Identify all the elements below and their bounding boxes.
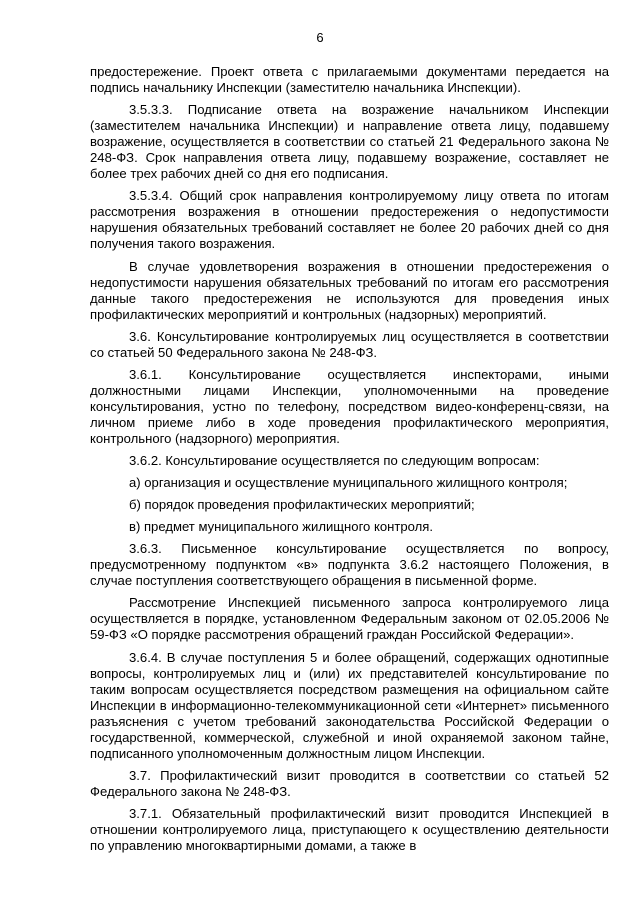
paragraph-written-request: Рассмотрение Инспекцией письменного запроса контролируемого лица осуществляется в порядке, установленном Федеральным законом от 02.05.2006 № 59-ФЗ «О порядке рассмотрения обращений граждан Российской Федерации».: [90, 595, 609, 643]
paragraph-continuation: предостережение. Проект ответа с прилагаемыми документами передается на подпись начальнику Инспекции (заместителю начальника Инспекции).: [90, 64, 609, 96]
paragraph-3-6: 3.6. Консультирование контролируемых лиц осуществляется в соответствии со статьей 50 Федерального закона № 248-ФЗ.: [90, 328, 609, 360]
paragraph-3-5-3-4: 3.5.3.4. Общий срок направления контролируемому лицу ответа по итогам рассмотрения возражения в отношении предостережения о недопустимости нарушения обязательных требований составляет не более 20 рабочих дней со дня получения такого возражения.: [90, 188, 609, 252]
paragraph-objection-satisfied: В случае удовлетворения возражения в отношении предостережения о недопустимости нарушения обязательных требований по итогам его рассмотрения данные такого предостережения не используются для проведения иных профилактических мероприятий и контрольных (надзорных) мероприятий.: [90, 258, 609, 322]
paragraph-3-7: 3.7. Профилактический визит проводится в соответствии со статьей 52 Федерального закона № 248-ФЗ.: [90, 767, 609, 799]
paragraph-3-7-1: 3.7.1. Обязательный профилактический визит проводится Инспекцией в отношении контролируемого лица, приступающего к осуществлению деятельности по управлению многоквартирными домами, а также в: [90, 805, 609, 854]
list-item-v: в) предмет муниципального жилищного контроля.: [129, 519, 434, 535]
paragraph-3-6-2: 3.6.2. Консультирование осуществляется по следующим вопросам:: [129, 453, 540, 469]
paragraph-3-6-1: 3.6.1. Консультирование осуществляется инспекторами, иными должностными лицами Инспекции, уполномоченными на проведение консультирования, устно по телефону, посредством видео-конференц-связи, на личном приеме либо в ходе проведения профилактического мероприятия, контрольного (надзорного) мероприятия.: [90, 366, 609, 446]
page-number: 6: [316, 30, 324, 45]
paragraph-3-5-3-3: 3.5.3.3. Подписание ответа на возражение начальником Инспекции (заместителем начальника Инспекции) и направление ответа лицу, подавшему возражение, осуществляется в соответствии со статьей 21 Федерального закона № 248-ФЗ. Срок направления ответа лицу, подавшему возражение, составляет не более трех рабочих дней со дня его подписания.: [90, 102, 609, 182]
list-item-b: б) порядок проведения профилактических мероприятий;: [129, 497, 475, 513]
paragraph-3-6-4: 3.6.4. В случае поступления 5 и более обращений, содержащих однотипные вопросы, контролируемых лиц и (или) их представителей консультирование по таким вопросам осуществляется посредством размещения на официальном сайте Инспекции в информационно-телекоммуникационной сети «Интернет» письменного разъяснения с учетом требований законодательства Российской Федерации о государственной, коммерческой, служебной и иной охраняемой законом тайне, подписанного уполномоченным должностным лицом Инспекции.: [90, 649, 609, 761]
paragraph-3-6-3: 3.6.3. Письменное консультирование осуществляется по вопросу, предусмотренному подпунктом «в» подпункта 3.6.2 настоящего Положения, в случае поступления соответствующего обращения в письменной форме.: [90, 541, 609, 589]
list-item-a: а) организация и осуществление муниципального жилищного контроля;: [129, 475, 568, 491]
document-body: [90, 64, 609, 854]
